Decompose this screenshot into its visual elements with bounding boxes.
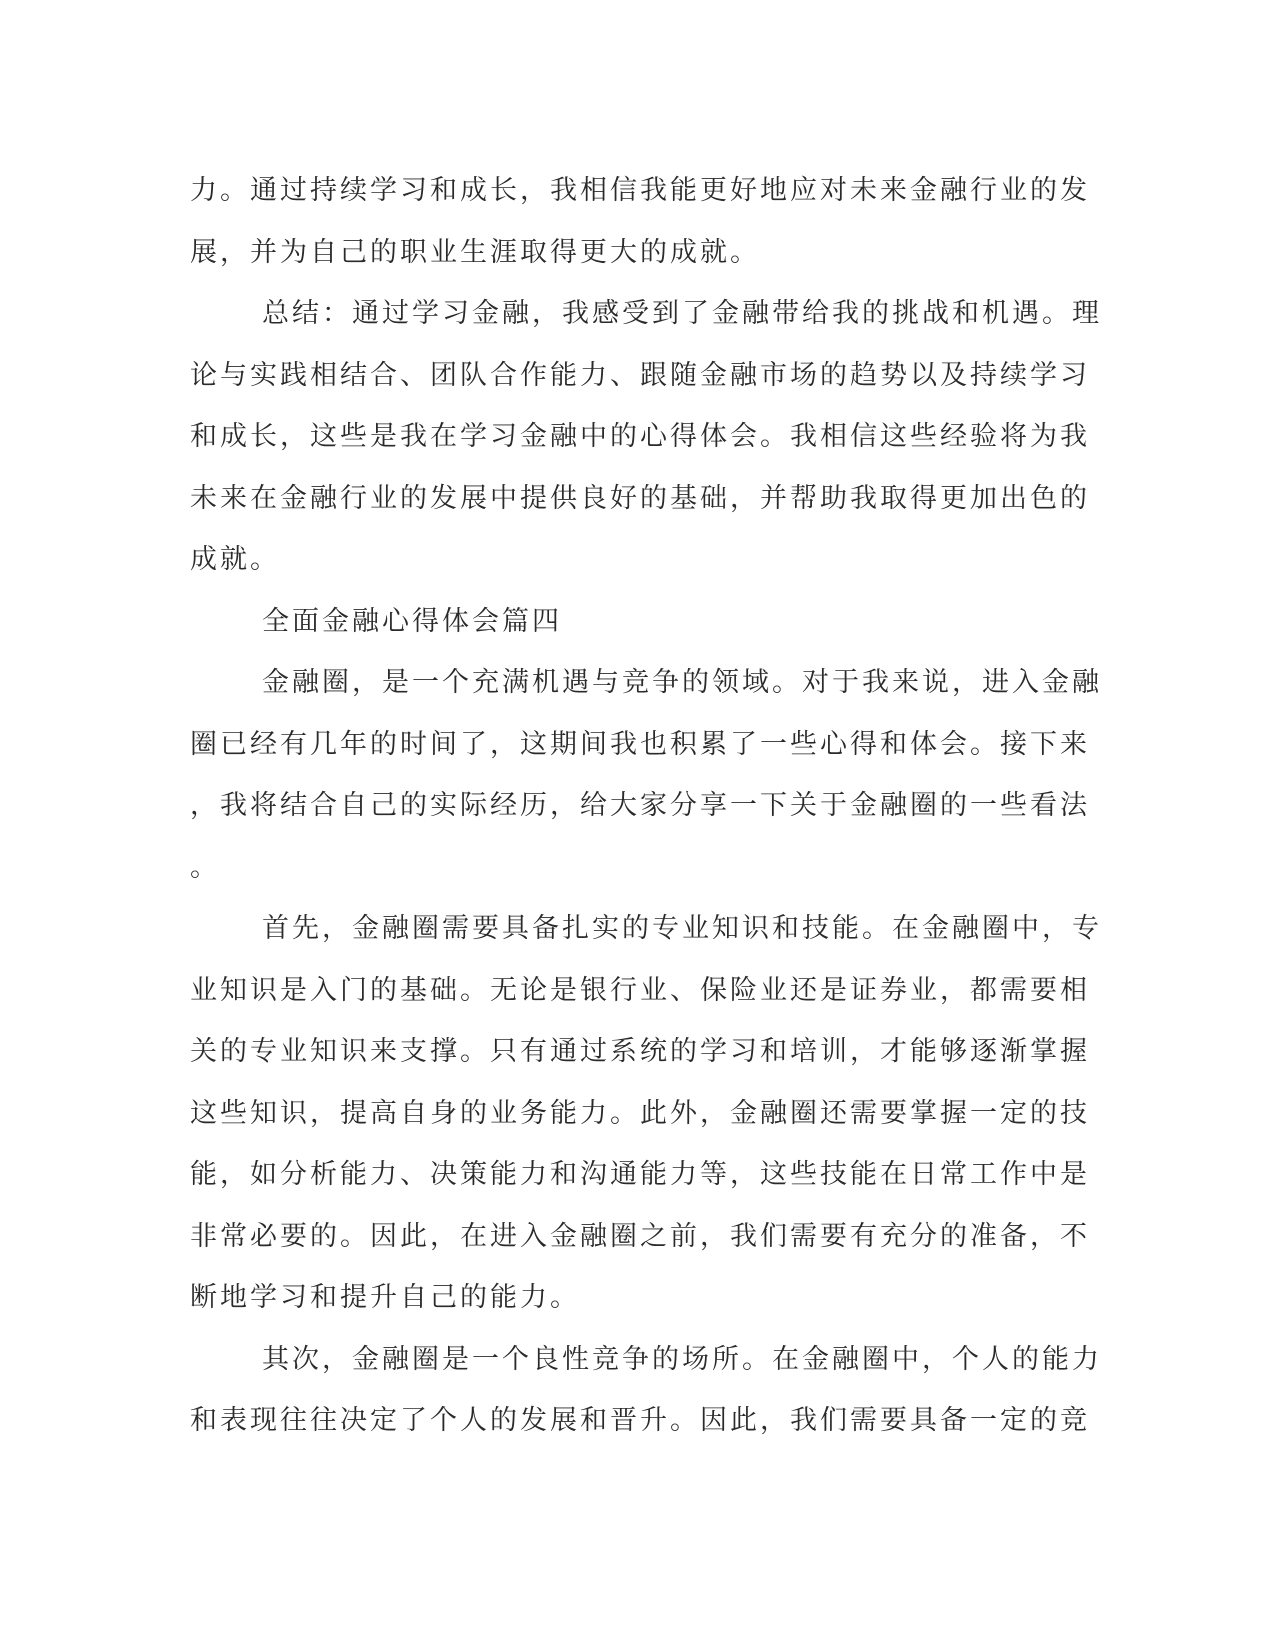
paragraph-line: 成就。 — [190, 544, 280, 575]
paragraph-line: 力。通过持续学习和成长，我相信我能更好地应对未来金融行业的发 — [190, 175, 1090, 206]
paragraph-line: 金融圈，是一个充满机遇与竞争的领域。对于我来说，进入金融 — [262, 667, 1102, 698]
paragraph-line: 圈已经有几年的时间了，这期间我也积累了一些心得和体会。接下来 — [190, 728, 1090, 760]
paragraph-line: 首先，金融圈需要具备扎实的专业知识和技能。在金融圈中，专 — [262, 913, 1102, 944]
paragraph-line: 展，并为自己的职业生涯取得更大的成就。 — [190, 236, 760, 268]
paragraph-line: 其次，金融圈是一个良性竞争的场所。在金融圈中，个人的能力 — [262, 1343, 1102, 1375]
paragraph-line: 和表现往往决定了个人的发展和晋升。因此，我们需要具备一定的竞 — [190, 1405, 1090, 1436]
paragraph-line: 业知识是入门的基础。无论是银行业、保险业还是证券业，都需要相 — [190, 974, 1090, 1006]
paragraph-line: 未来在金融行业的发展中提供良好的基础，并帮助我取得更加出色的 — [190, 482, 1090, 514]
paragraph-line: 这些知识，提高自身的业务能力。此外，金融圈还需要掌握一定的技 — [190, 1097, 1090, 1129]
document-body — [190, 160, 1102, 1452]
paragraph-line: 能，如分析能力、决策能力和沟通能力等，这些技能在日常工作中是 — [190, 1159, 1090, 1190]
paragraph-line: ，我将结合自己的实际经历，给大家分享一下关于金融圈的一些看法 — [190, 790, 1090, 821]
paragraph-line: 关的专业知识来支撑。只有通过系统的学习和培训，才能够逐渐掌握 — [190, 1036, 1090, 1067]
paragraph-line: 非常必要的。因此，在进入金融圈之前，我们需要有充分的准备，不 — [190, 1220, 1090, 1252]
paragraph-line: 和成长，这些是我在学习金融中的心得体会。我相信这些经验将为我 — [190, 421, 1090, 452]
paragraph-line: 论与实践相结合、团队合作能力、跟随金融市场的趋势以及持续学习 — [190, 359, 1090, 391]
paragraph-line: 总结：通过学习金融，我感受到了金融带给我的挑战和机遇。理 — [262, 298, 1102, 329]
paragraph-line: 断地学习和提升自己的能力。 — [190, 1282, 580, 1313]
paragraph-line: 。 — [190, 851, 220, 883]
section-heading: 全面金融心得体会篇四 — [262, 605, 562, 637]
